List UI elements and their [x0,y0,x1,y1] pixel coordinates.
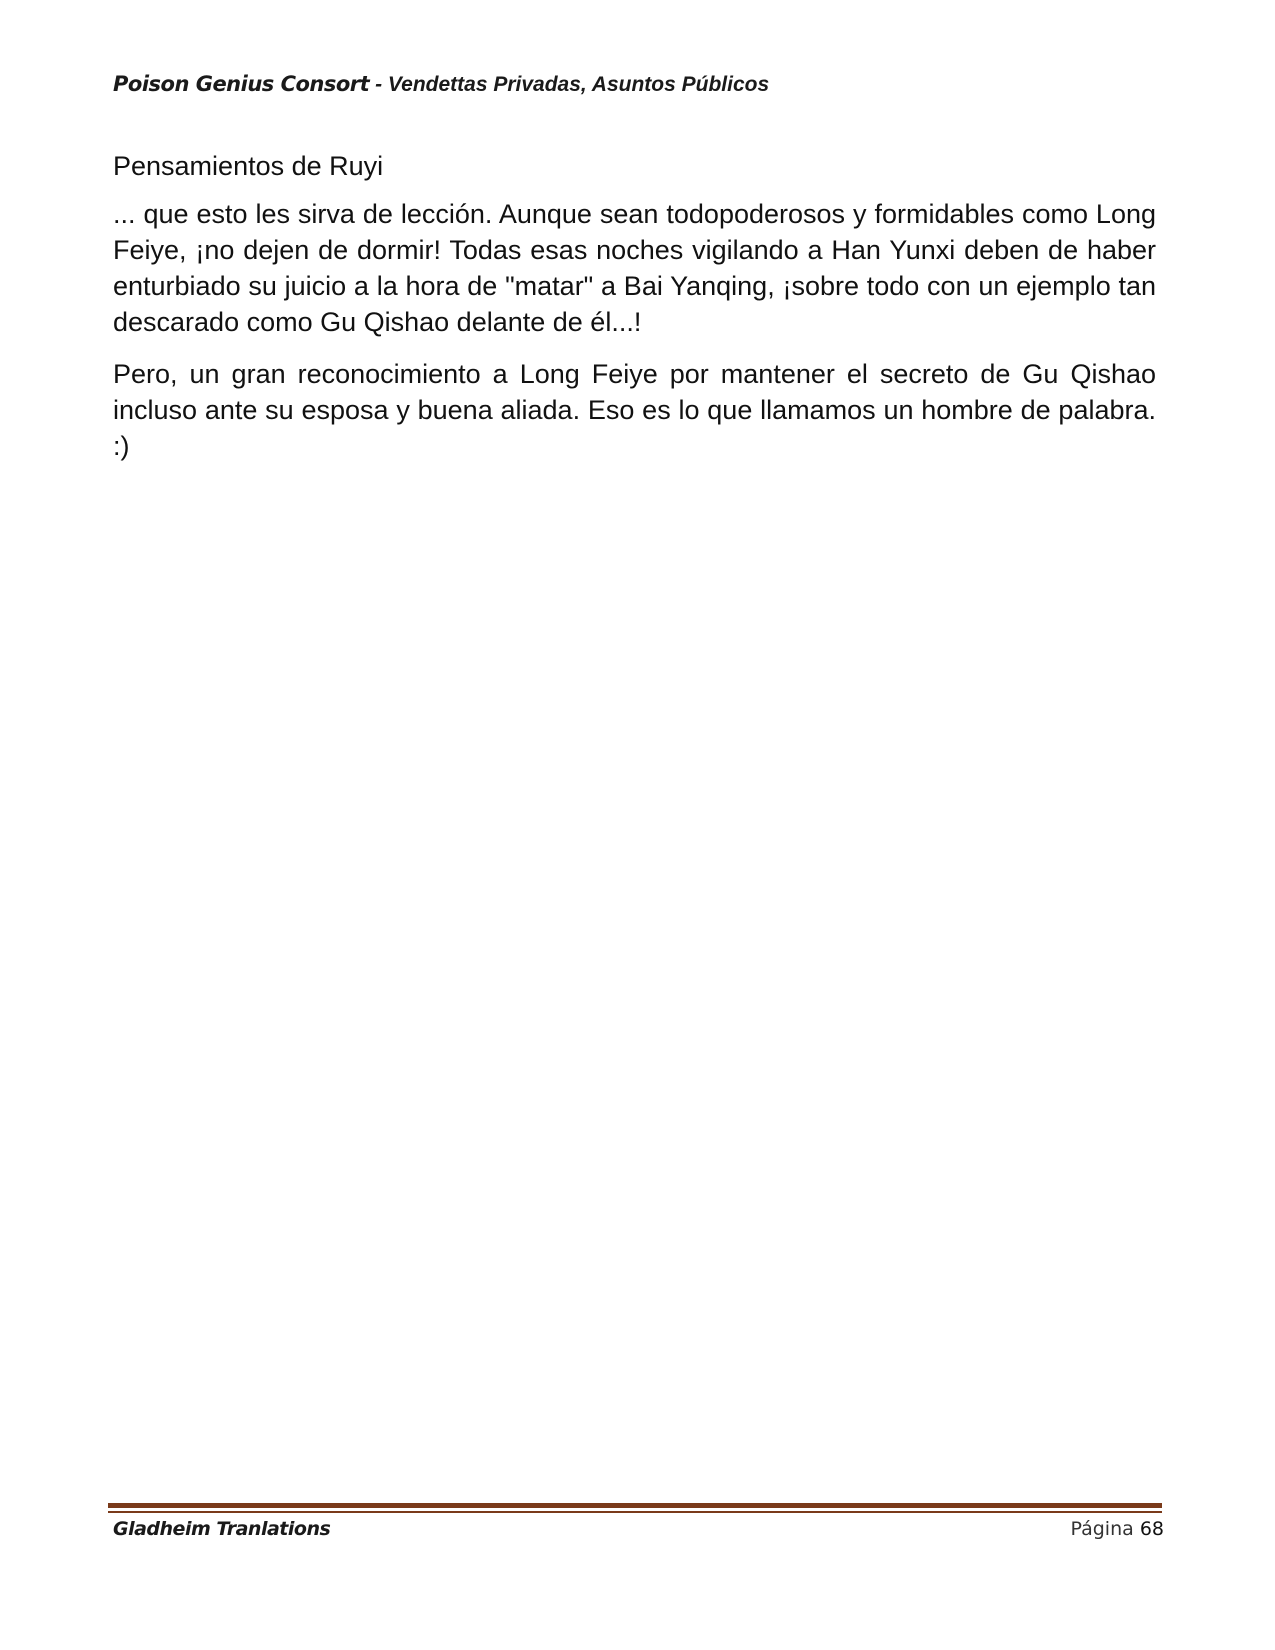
footer-rule-thin [108,1511,1162,1513]
footer-translator: Gladheim Tranlations [113,1518,331,1540]
page-number: 68 [1139,1518,1164,1540]
page-header [113,72,769,97]
paragraph-2: Pero, un gran reconocimiento a Long Feiye por mantener el secreto de Gu Qishao incluso ante su esposa y buena aliada. Eso es lo que llamamos un hombre de palabra. :) [113,359,1156,461]
page-content [113,148,1156,480]
footer-page-info [1070,1518,1164,1540]
page-label: Página [1070,1518,1134,1540]
section-title: Pensamientos de Ruyi [113,151,384,181]
footer-rule-thick [108,1503,1162,1508]
paragraph-1: ... que esto les sirva de lección. Aunque sean todopoderosos y formidables como Long Feiye, ¡no dejen de dormir! Todas esas noches vigilando a Han Yunxi deben de haber enturbiado su juicio a la hora de "matar" a Bai Yanqing, ¡sobre todo con un ejemplo tan descarado como Gu Qishao delante de él...! [113,199,1156,337]
header-separator: - [375,73,383,96]
footer-rule [108,1503,1162,1514]
volume-title: Vendettas Privadas, Asuntos Públicos [387,73,770,96]
series-title: Poison Genius Consort [113,72,370,96]
